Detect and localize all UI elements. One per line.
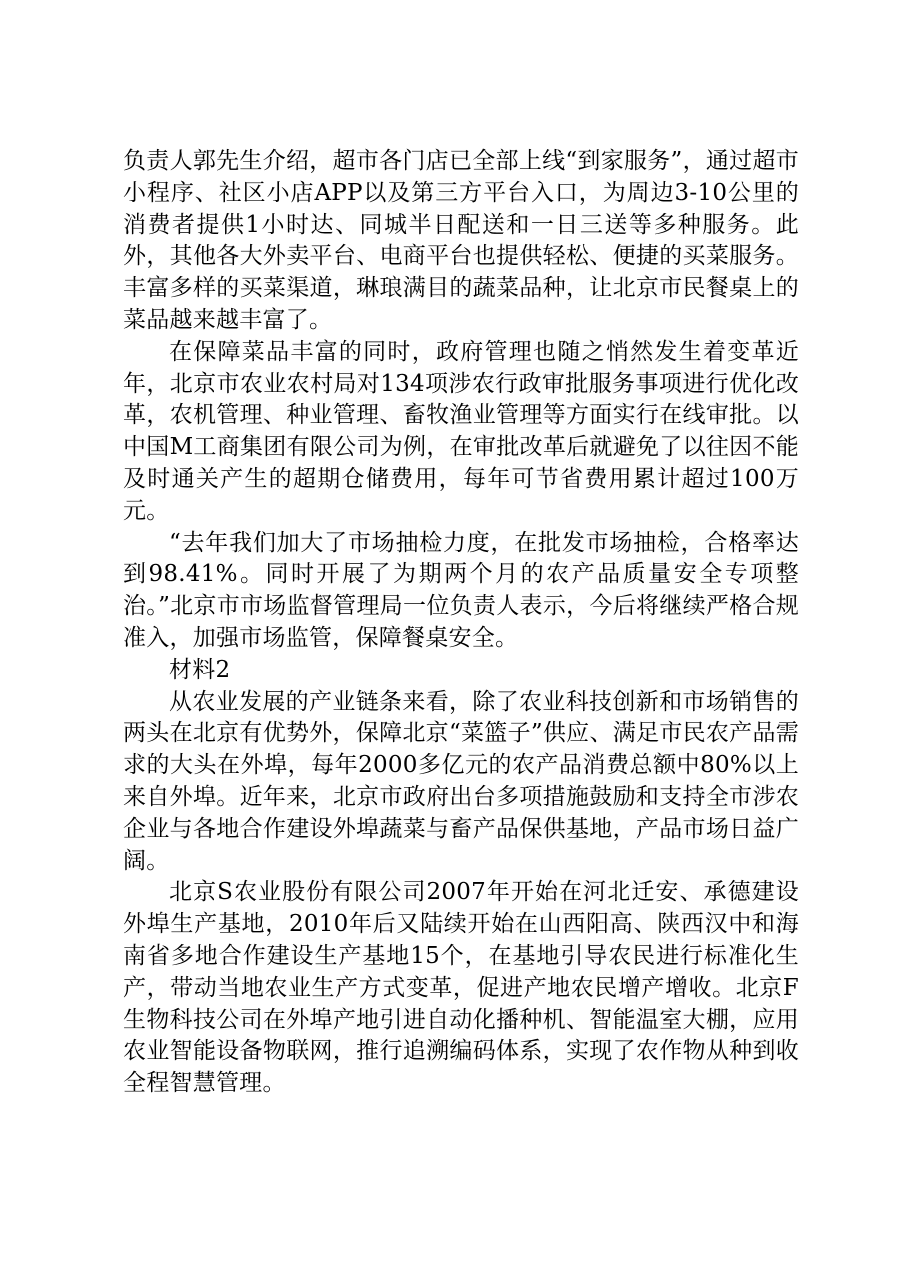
paragraph-market-inspection: “去年我们加大了市场抽检力度，在批发市场抽检，合格率达到98.41%。同时开展了为期两个月的农产品质量安全专项整治。”北京市市场监督管理局一位负责人表示，今后将继续严格合规准入，加强市场监管，保障餐桌安全。 <box>123 529 799 651</box>
document-body <box>123 146 799 1100</box>
paragraph-government-reform: 在保障菜品丰富的同时，政府管理也随之悄然发生着变革近年，北京市农业农村局对134项涉农行政审批服务事项进行优化改革，农机管理、种业管理、畜牧渔业管理等方面实行在线审批。以中国M工商集团有限公司为例，在审批改革后就避免了以往因不能及时通关产生的超期仓储费用，每年可节省费用累计超过100万元。 <box>123 338 799 524</box>
paragraph-production-bases: 北京S农业股份有限公司2007年开始在河北迁安、承德建设外埠生产基地，2010年后又陆续开始在山西阳高、陕西汉中和海南省多地合作建设生产基地15个，在基地引导农民进行标准化生产，带动当地农业生产方式变革，促进产地农民增产增收。北京F生物科技公司在外埠产地引进自动化播种机、智能温室大棚，应用农业智能设备物联网，推行追溯编码体系，实现了农作物从种到收全程智慧管理。 <box>123 879 799 1097</box>
paragraph-continued-delivery-services: 负责人郭先生介绍，超市各门店已全部上线“到家服务”，通过超市小程序、社区小店APP以及第三方平台入口，为周边3-10公里的消费者提供1小时达、同城半日配送和一日三送等多种服务。此外，其他各大外卖平台、电商平台也提供轻松、便捷的买菜服务。丰富多样的买菜渠道，琳琅满目的蔬菜品种，让北京市民餐桌上的菜品越来越丰富了。 <box>123 148 799 333</box>
section-heading-material-2: 材料2 <box>169 656 231 683</box>
paragraph-agricultural-supply-chain: 从农业发展的产业链条来看，除了农业科技创新和市场销售的两头在北京有优势外，保障北京“菜篮子”供应、满足市民农产品需求的大头在外埠，每年2000多亿元的农产品消费总额中80%以上来自外埠。近年来，北京市政府出台多项措施鼓励和支持全市涉农企业与各地合作建设外埠蔬菜与畜产品保供基地，产品市场日益广阔。 <box>123 688 799 874</box>
